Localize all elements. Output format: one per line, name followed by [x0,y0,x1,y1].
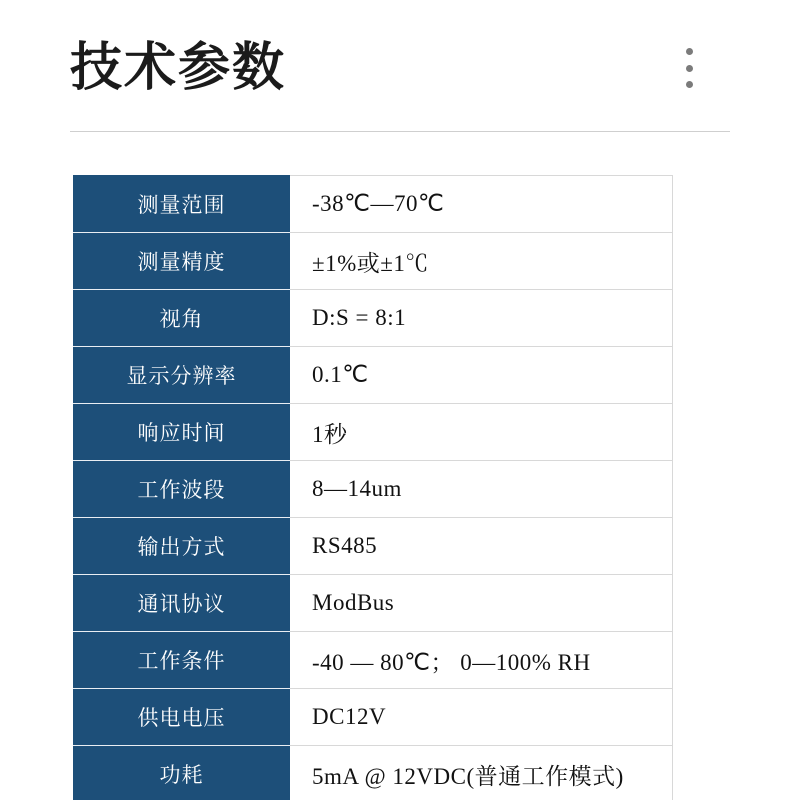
table-row [74,632,673,689]
spec-value: DC12V [290,689,673,746]
table-row [74,404,673,461]
spec-value: 0.1℃ [290,347,673,404]
spec-value: -40 — 80℃； 0—100% RH [290,632,673,689]
spec-label: 通讯协议 [74,575,290,632]
kebab-menu-icon[interactable] [686,48,693,88]
spec-label: 工作波段 [74,461,290,518]
spec-label: 输出方式 [74,518,290,575]
table-row [74,575,673,632]
spec-value: RS485 [290,518,673,575]
specification-table-body [74,176,673,800]
spec-label: 显示分辨率 [74,347,290,404]
spec-label: 测量范围 [74,176,290,233]
spec-label: 供电电压 [74,689,290,746]
spec-value: -38℃—70℃ [290,176,673,233]
table-row [74,461,673,518]
page-title: 技术参数 [70,39,287,97]
kebab-dot-3 [686,81,693,88]
table-row [74,176,673,233]
table-row [74,347,673,404]
spec-value: 8—14um [290,461,673,518]
spec-value: 1秒 [290,404,673,461]
table-row [74,518,673,575]
spec-value: ±1%或±1℃ [290,233,673,290]
spec-label: 视角 [74,290,290,347]
table-row [74,233,673,290]
spec-label: 响应时间 [74,404,290,461]
header-divider [70,131,730,132]
page-header [70,30,740,120]
kebab-dot-1 [686,48,693,55]
spec-value: 5mA @ 12VDC(普通工作模式) [290,746,673,800]
spec-label: 测量精度 [74,233,290,290]
table-row [74,689,673,746]
spec-label: 功耗 [74,746,290,800]
specification-table [73,175,673,800]
kebab-dot-2 [686,65,693,72]
spec-label: 工作条件 [74,632,290,689]
table-row [74,746,673,800]
spec-value: D:S = 8:1 [290,290,673,347]
spec-value: ModBus [290,575,673,632]
table-row [74,290,673,347]
